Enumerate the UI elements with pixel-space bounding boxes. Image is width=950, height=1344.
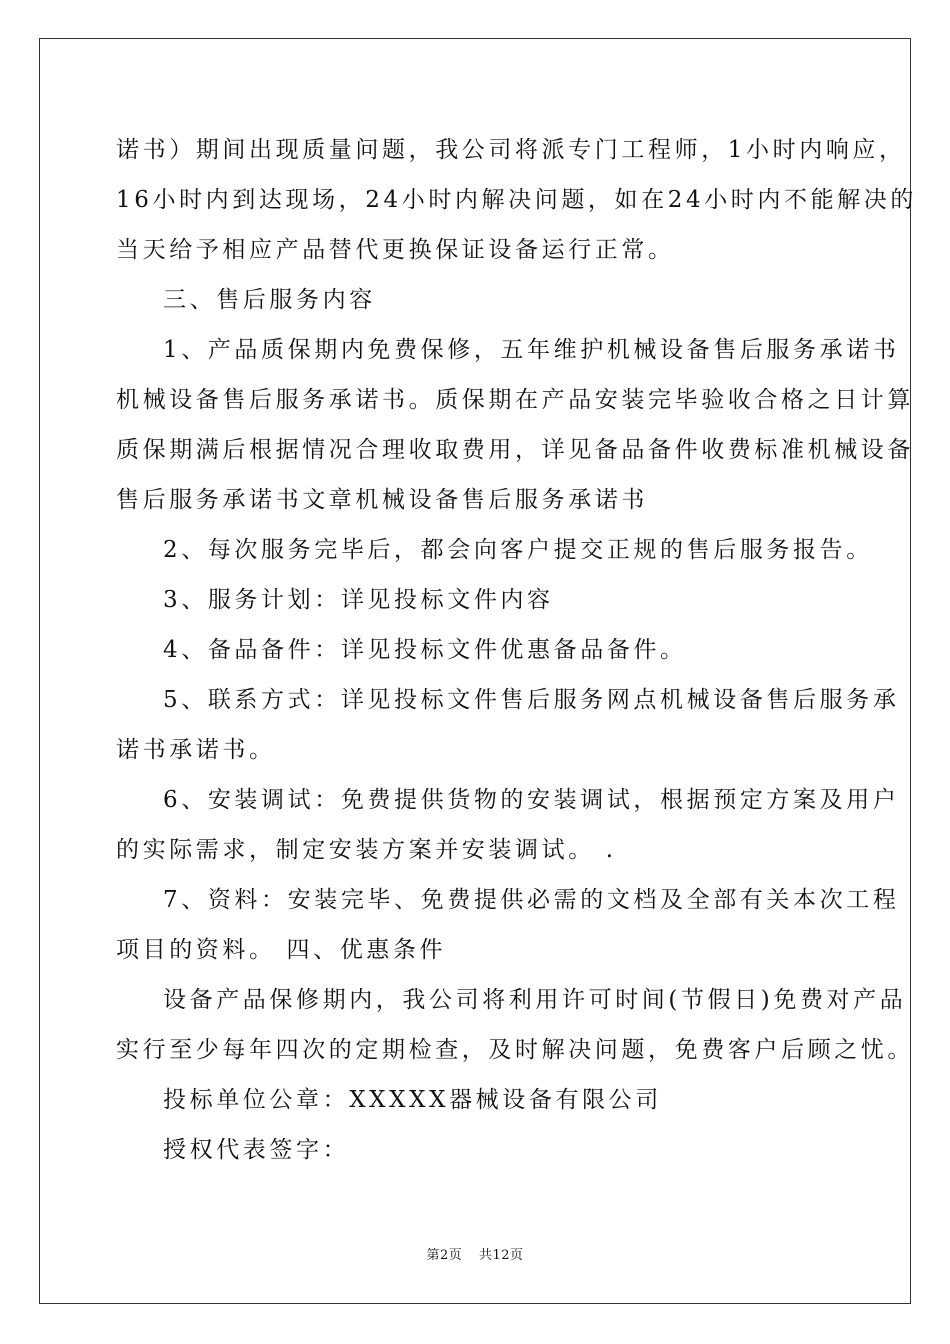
text-line: 质保期满后根据情况合理收取费用，详见备品备件收费标准机械设备 [116,437,914,463]
signature-line: 授权代表签字： [163,1137,350,1163]
text-line: 3、服务计划：详见投标文件内容 [163,587,554,613]
text-line: 1、产品质保期内免费保修，五年维护机械设备售后服务承诺书 [163,337,900,363]
text-line: 5、联系方式：详见投标文件售后服务网点机械设备售后服务承 [163,687,900,713]
text-line: 诺书）期间出现质量问题，我公司将派专门工程师，1小时内响应， [116,137,906,163]
text-line: 设备产品保修期内，我公司将利用许可时间(节假日)免费对产品 [163,987,907,1013]
company-seal-line: 投标单位公章：XXXXX器械设备有限公司 [163,1087,662,1113]
page-footer [0,1244,950,1263]
text-line: 项目的资料。 四、优惠条件 [116,937,447,963]
text-line: 当天给予相应产品替代更换保证设备运行正常。 [116,237,675,263]
text-line: 7、资料：安装完毕、免费提供必需的文档及全部有关本次工程 [163,887,900,913]
text-line: 实行至少每年四次的定期检查，及时解决问题，免费客户后顾之忧。 [116,1037,914,1063]
text-line: 2、每次服务完毕后，都会向客户提交正规的售后服务报告。 [163,537,873,563]
page-number: 第2页 [426,1248,463,1263]
page-total: 共12页 [478,1248,524,1263]
text-line: 的实际需求，制定安装方案并安装调试。 . [116,837,617,863]
section-heading: 三、售后服务内容 [163,287,376,313]
text-line: 4、备品备件：详见投标文件优惠备品备件。 [163,637,687,663]
text-line: 诺书承诺书。 [116,737,276,763]
text-line: 6、安装调试：免费提供货物的安装调试，根据预定方案及用户 [163,787,900,813]
text-line: 机械设备售后服务承诺书。质保期在产品安装完毕验收合格之日计算 [116,387,914,413]
text-line: 售后服务承诺书文章机械设备售后服务承诺书 [116,487,648,513]
text-line: 16小时内到达现场，24小时内解决问题，如在24小时内不能解决的 [116,187,917,213]
